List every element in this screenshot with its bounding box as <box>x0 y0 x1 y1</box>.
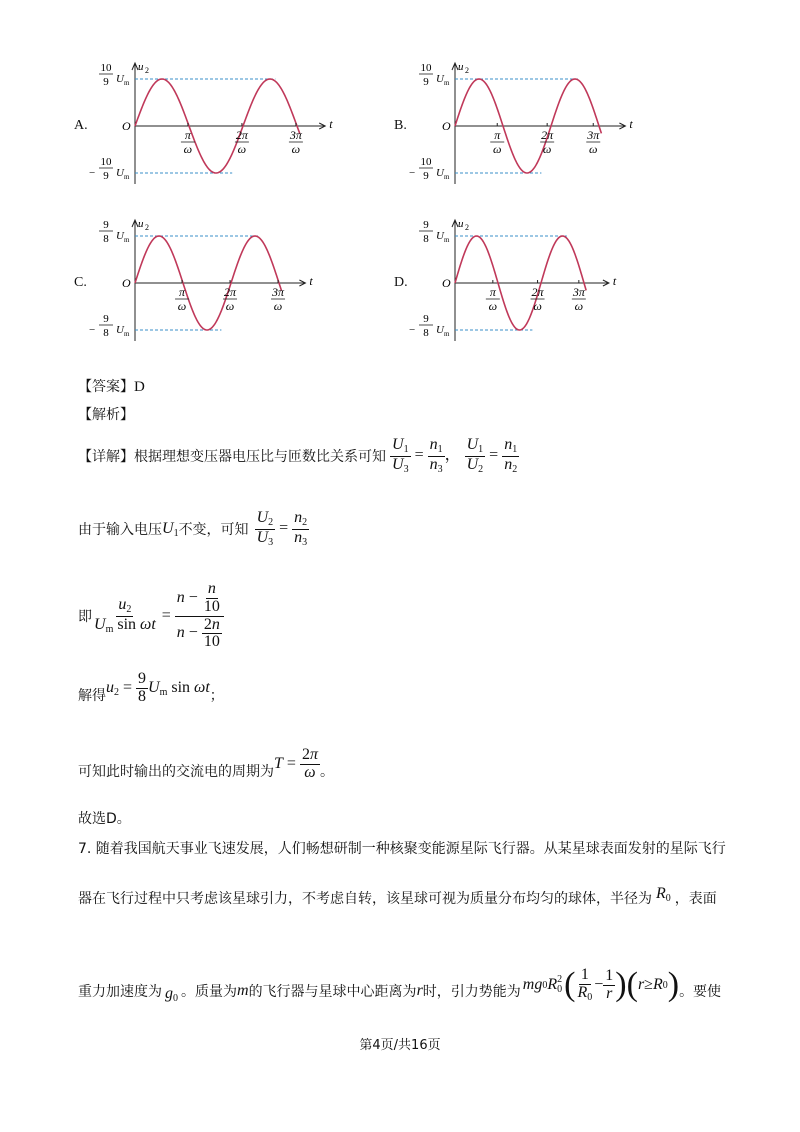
tick-label-num: 3π <box>289 128 302 142</box>
q7-line2a: 器在飞行过程中只考虑该星球引力，不考虑自转，该星球可视为质量分布均匀的球体，半径为 <box>78 891 652 907</box>
tick-label-num: 2π <box>235 128 248 142</box>
detail-line <box>78 432 519 480</box>
amp-um: U <box>436 230 444 242</box>
u2-ratio-formula: $\frac{u_2}{U_m \sin \omega t}$ = n − $\frac{n}{10}$ n − $\frac{2n}{10}$ <box>92 581 224 651</box>
tick-label-den: ω <box>225 299 235 313</box>
origin-label: O <box>122 276 131 290</box>
t-axis-label: t <box>629 117 633 131</box>
answer-value: D <box>134 379 145 395</box>
amp-den: 8 <box>103 233 109 245</box>
neg-amp-num: 9 <box>423 313 429 325</box>
option-label: D. <box>394 275 408 290</box>
origin-label: O <box>442 119 451 133</box>
u-axis-label: u <box>458 218 464 230</box>
answer-label: 【答案】 <box>78 379 134 395</box>
neg-amp-den: 8 <box>103 327 109 339</box>
tick-label-den: ω <box>533 299 542 313</box>
amp-um: U <box>436 73 444 85</box>
option-label: A. <box>74 118 88 133</box>
tick-label-num: π <box>489 285 496 299</box>
option-graph-d <box>394 215 640 355</box>
neg-amp-um: U <box>116 167 124 179</box>
tick-label-den: ω <box>273 299 283 313</box>
amp-um-sub: m <box>124 236 130 244</box>
neg-amp-um: U <box>436 324 444 336</box>
detail-text: 根据理想变压器电压比与匝数比关系可知 <box>134 449 386 465</box>
tick-label-num: 3π <box>572 285 585 299</box>
amp-den: 9 <box>423 76 429 88</box>
neg-amp-um: U <box>436 167 444 179</box>
line2-text-a: 由于输入电压 <box>78 522 162 538</box>
amp-num: 10 <box>100 62 112 74</box>
tick-label-num: 2π <box>531 285 544 299</box>
neg-sign: − <box>89 324 96 336</box>
potential-energy-formula: mg 0 R 2 0 ( $\frac{1}{R_0}$ − $\frac{1}{r}$ ) ( r ≥ R 0 ) <box>522 965 680 1003</box>
q7-line2b: ，表面 <box>674 891 717 907</box>
neg-amp-um-sub: m <box>444 173 450 181</box>
tick-label-den: ω <box>542 142 552 156</box>
line2-text-b: 不变，可知 <box>178 522 249 538</box>
option-graph-a <box>74 58 333 198</box>
u-axis-sub: 2 <box>465 66 469 75</box>
amp-num: 9 <box>103 219 109 231</box>
t-axis-label: t <box>612 274 617 288</box>
q7-line3a: 重力加速度为 <box>78 984 162 1000</box>
q7-line3e: 。要使 <box>679 984 722 1000</box>
amp-num: 10 <box>420 62 432 74</box>
q7-line-3: 重力加速度为 $g_0$ 。质量为 m 的飞行器与星球中心距离为 r 时，引力势能为 mg 0 R 2 0 ( $\frac{1}{R_0}$ − $\frac{1}{r}$ ) ( r ≥ R 0 ) 。要使 <box>78 965 722 1004</box>
origin-label: O <box>122 119 131 133</box>
t-axis-label: t <box>309 274 313 288</box>
amp-um: U <box>116 230 124 242</box>
tick-label-num: 3π <box>272 285 285 299</box>
tick-label-num: 2π <box>541 128 554 142</box>
period-formula: T = $\frac{2\pi}{\omega}$ <box>274 745 318 781</box>
u2-solution-formula: $u_2$ = $\frac{9}{8}$ $U_m$ sin ωt <box>106 669 210 705</box>
analysis-label: 【解析】 <box>78 407 134 423</box>
ratio-formula-2: $\frac{U_2}{U_3}$ = $\frac{n_2}{n_3}$ <box>256 509 308 548</box>
neg-amp-um: U <box>116 324 124 336</box>
solution-line: 解得 $u_2$ = $\frac{9}{8}$ $U_m$ sin ωt ； <box>78 669 224 705</box>
origin-label: O <box>442 276 451 290</box>
period-line: 可知此时输出的交流电的周期为 T = $\frac{2\pi}{\omega}$ 。 <box>78 745 334 781</box>
amp-um: U <box>116 73 124 85</box>
tick-label-den: ω <box>574 299 584 313</box>
neg-amp-den: 9 <box>103 170 109 182</box>
sine-plot <box>400 215 640 355</box>
tick-label-num: 3π <box>587 128 600 142</box>
neg-amp-um-sub: m <box>124 173 130 181</box>
neg-amp-um-sub: m <box>124 330 130 338</box>
tick-label-den: ω <box>183 142 193 156</box>
neg-amp-um-sub: m <box>444 330 450 338</box>
q7-line3b: 。质量为 <box>181 984 237 1000</box>
neg-amp-num: 10 <box>100 156 112 168</box>
tick-label-num: 2π <box>224 285 237 299</box>
neg-amp-num: 9 <box>103 313 109 325</box>
q7-line3d: 时，引力势能为 <box>422 984 521 1000</box>
tick-label-den: ω <box>177 299 187 313</box>
u-axis-label: u <box>138 61 144 73</box>
line3-prefix: 即 <box>78 609 92 625</box>
neg-amp-den: 8 <box>423 327 429 339</box>
amp-um-sub: m <box>124 79 130 87</box>
option-graph-b <box>394 58 640 198</box>
u-axis-sub: 2 <box>465 223 469 232</box>
u-axis-sub: 2 <box>145 223 149 232</box>
sine-plot <box>80 58 333 198</box>
ratio-formula-1: $\frac{U_1}{U_3}$ = $\frac{n_1}{n_3}$ ， $\frac{U_1}{U_2}$ = $\frac{n_1}{n_2}$ <box>392 436 518 475</box>
neg-amp-den: 9 <box>423 170 429 182</box>
option-graph-c <box>74 215 313 355</box>
tick-label-num: π <box>494 128 501 142</box>
u-axis-label: u <box>138 218 144 230</box>
sine-plot <box>80 215 313 355</box>
tick-label-den: ω <box>291 142 301 156</box>
u-axis-label: u <box>458 61 464 73</box>
option-label: C. <box>74 275 87 290</box>
neg-sign: − <box>409 324 416 336</box>
answer-line <box>78 376 145 396</box>
amp-den: 9 <box>103 76 109 88</box>
amp-den: 8 <box>423 233 429 245</box>
tick-label-den: ω <box>237 142 247 156</box>
u-axis-sub: 2 <box>145 66 149 75</box>
tick-label-den: ω <box>492 142 502 156</box>
page-footer: 第4页/共16页 <box>359 1038 441 1053</box>
input-voltage-line: 由于输入电压 $U_1$ 不变，可知 $\frac{U_2}{U_3}$ = $\frac{n_2}{n_3}$ <box>78 509 308 548</box>
tick-label-den: ω <box>588 142 598 156</box>
equation-line <box>78 576 224 656</box>
neg-sign: − <box>89 167 96 179</box>
amp-um-sub: m <box>444 236 450 244</box>
amp-num: 9 <box>423 219 429 231</box>
detail-label: 【详解】 <box>78 449 134 465</box>
tick-label-num: π <box>179 285 186 299</box>
q7-line3c: 的飞行器与星球中心距离为 <box>248 984 417 1000</box>
line5-text: 可知此时输出的交流电的周期为 <box>78 764 274 780</box>
line4-prefix: 解得 <box>78 688 106 704</box>
t-axis-label: t <box>329 117 333 131</box>
amp-um-sub: m <box>444 79 450 87</box>
option-label: B. <box>394 118 407 133</box>
q7-line-1: 7. 随着我国航天事业飞速发展，人们畅想研制一种核聚变能源星际飞行器。从某星球表面发射的星际飞行 <box>78 841 726 857</box>
tick-label-den: ω <box>488 299 498 313</box>
q7-line-2: 器在飞行过程中只考虑该星球引力，不考虑自转，该星球可视为质量分布均匀的球体，半径为 $R_0$ ，表面 <box>78 884 717 907</box>
neg-amp-num: 10 <box>420 156 432 168</box>
neg-sign: − <box>409 167 416 179</box>
tick-label-num: π <box>184 128 191 142</box>
conclusion: 故选D。 <box>78 811 131 827</box>
sine-plot <box>400 58 640 198</box>
